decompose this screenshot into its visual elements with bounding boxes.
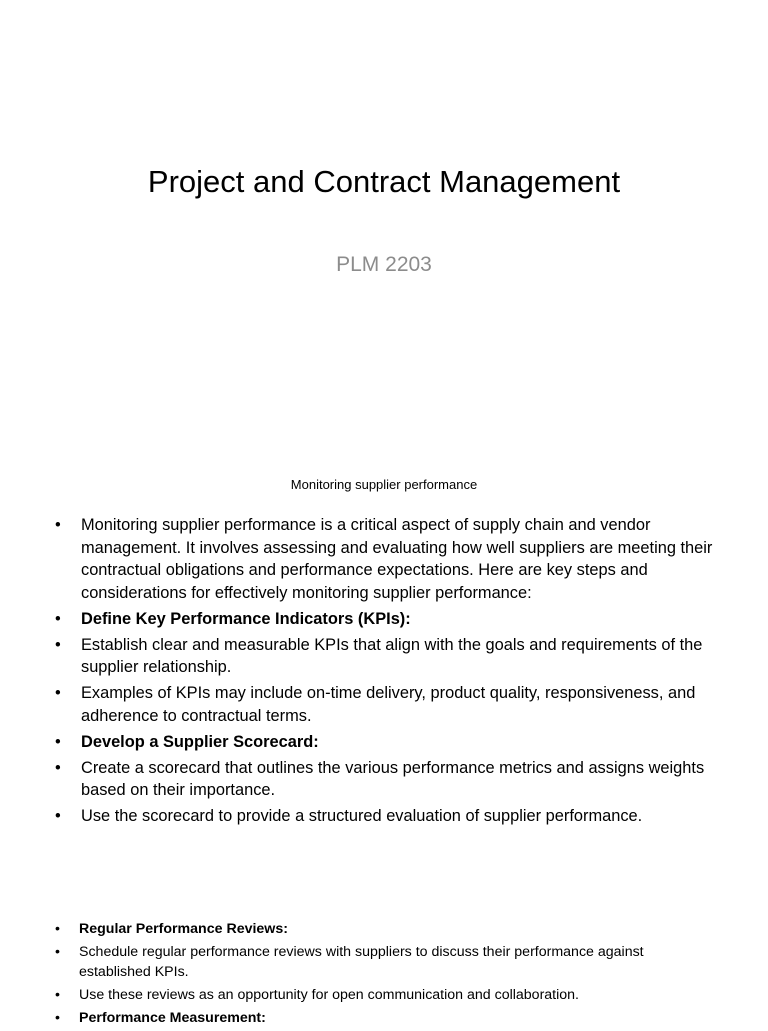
bullet-dot-icon: • [55,758,61,777]
bullet-text: Regular Performance Reviews: [79,921,288,937]
bullet-dot-icon: • [55,609,61,628]
bullet-list-continued [55,919,715,1031]
bullet-dot-icon: • [55,944,60,960]
bullet-item [55,634,715,679]
bullet-item [55,608,715,631]
bullet-text: Performance Measurement: [79,1010,266,1026]
bullet-text: Develop a Supplier Scorecard: [81,732,319,751]
bullet-dot-icon: • [55,635,61,654]
slide-subtitle: PLM 2203 [336,253,432,276]
bullet-text: Use the scorecard to provide a structured evaluation of supplier performance. [81,807,643,825]
bullet-item [55,919,715,939]
bullet-text: Define Key Performance Indicators (KPIs): [81,609,411,628]
bullet-text: Establish clear and measurable KPIs that align with the goals and requirements of the supplier relationship. [81,635,703,676]
bullet-dot-icon: • [55,684,61,702]
bullet-text: Use these reviews as an opportunity for open communication and collaboration. [79,987,579,1003]
bullet-list [55,514,715,831]
bullet-item [55,682,715,727]
bullet-text: Monitoring supplier performance is a critical aspect of supply chain and vendor management. It involves assessing and evaluating how well suppliers are meeting their contractual obligations and performance expectations. Here are key steps and considerations for effectively monitoring supplier performance: [81,516,713,602]
bullet-item [55,805,715,828]
slide-title: Project and Contract Management [147,164,621,199]
bullet-item [55,514,715,604]
bullet-item [55,1008,715,1028]
bullet-dot-icon: • [55,732,61,751]
bullet-text: Schedule regular performance reviews with suppliers to discuss their performance against established KPIs. [79,944,644,980]
bullet-item [55,757,715,802]
bullet-item [55,942,715,982]
bullet-text: Create a scorecard that outlines the various performance metrics and assigns weights based on their importance. [81,758,705,799]
bullet-dot-icon: • [55,921,60,937]
bullet-text: Examples of KPIs may include on-time delivery, product quality, responsiveness, and adherence to contractual terms. [81,684,696,725]
bullet-dot-icon: • [55,807,61,825]
bullet-item [55,731,715,754]
bullet-dot-icon: • [55,1010,60,1026]
bullet-dot-icon: • [55,516,61,534]
bullet-dot-icon: • [55,987,60,1003]
bullet-item [55,985,715,1005]
section-heading: Monitoring supplier performance [290,477,478,492]
